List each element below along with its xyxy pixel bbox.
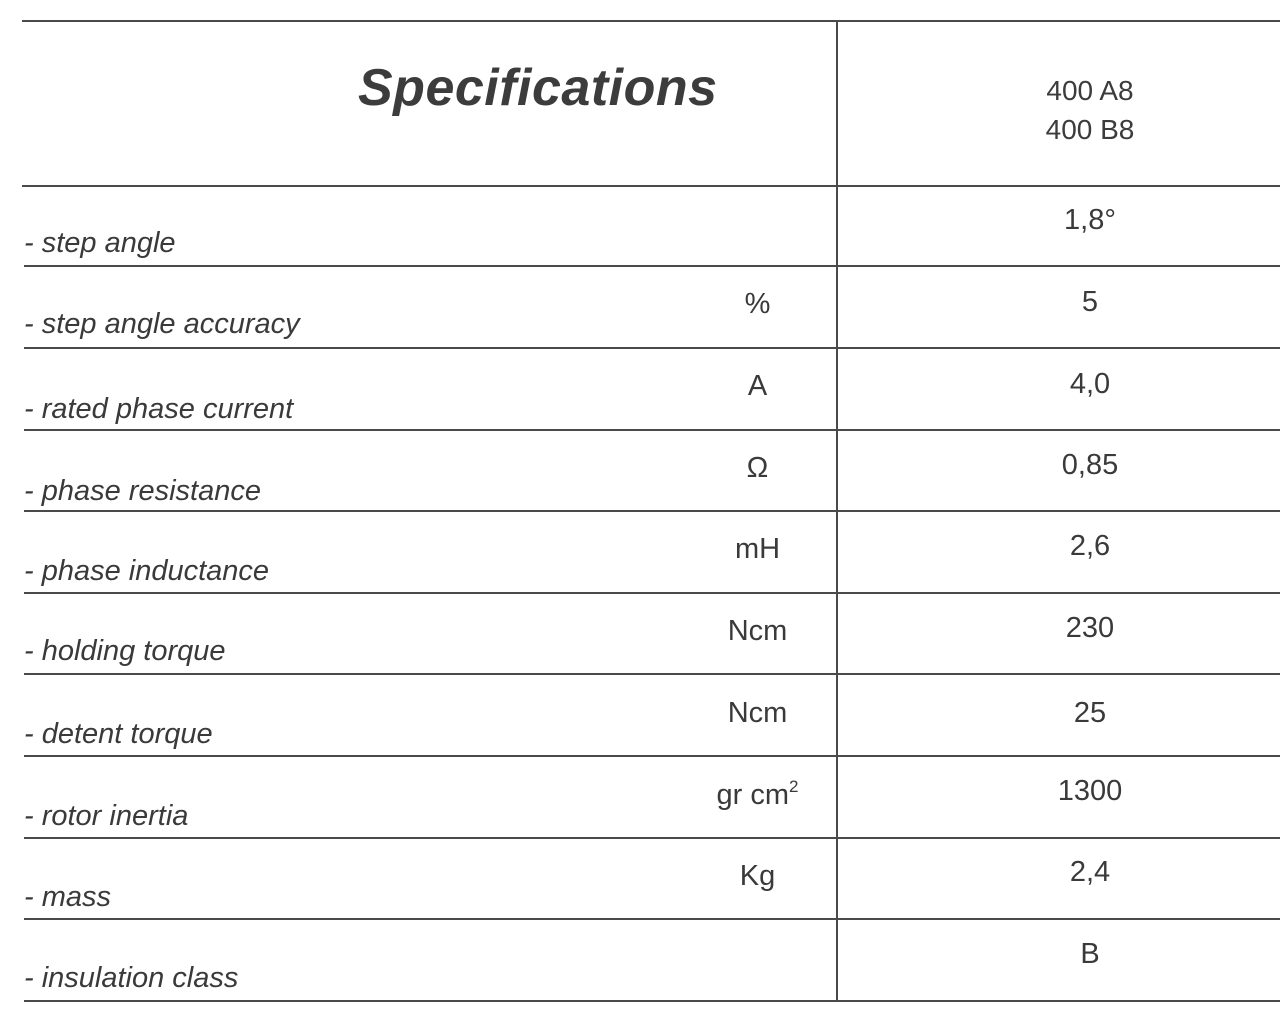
model-name-2: 400 B8 <box>1045 114 1135 145</box>
row-rule <box>24 755 1280 757</box>
spec-value: 25 <box>1073 697 1107 729</box>
spec-unit: % <box>744 288 771 320</box>
page-title: Specifications <box>358 59 718 117</box>
row-rule <box>24 918 1280 920</box>
bottom-rule <box>24 1000 1280 1002</box>
spec-label: - rotor inertia <box>24 800 189 832</box>
spec-label: - phase inductance <box>24 555 270 587</box>
spec-label: - detent torque <box>24 718 213 750</box>
spec-value: 1300 <box>1057 775 1123 807</box>
header-rule <box>22 185 1280 187</box>
spec-unit-exponent: 2 <box>789 777 799 796</box>
spec-value: 1,8° <box>1064 204 1116 236</box>
spec-value: 2,4 <box>1069 856 1111 888</box>
spec-value: B <box>1080 938 1100 970</box>
spec-unit: Ω <box>746 452 769 484</box>
model-name-1: 400 A8 <box>1046 75 1134 106</box>
spec-value: 230 <box>1065 612 1115 644</box>
spec-value: 0,85 <box>1061 449 1119 481</box>
row-rule <box>24 510 1280 512</box>
row-rule <box>24 673 1280 675</box>
spec-unit: Ncm <box>727 615 788 647</box>
spec-label: - insulation class <box>24 962 239 994</box>
spec-label: - phase resistance <box>24 475 261 507</box>
row-rule <box>24 265 1280 267</box>
spec-unit: Kg <box>739 860 776 892</box>
top-rule <box>22 20 1280 22</box>
spec-unit: Ncm <box>727 697 788 729</box>
spec-label: - mass <box>24 881 111 913</box>
spec-value: 5 <box>1081 286 1099 318</box>
row-rule <box>24 429 1280 431</box>
spec-unit <box>690 777 825 812</box>
spec-unit: A <box>747 370 768 402</box>
row-rule <box>24 347 1280 349</box>
spec-value: 2,6 <box>1069 530 1111 562</box>
spec-label: - step angle accuracy <box>24 308 300 340</box>
spec-unit-text: gr cm <box>716 779 790 811</box>
spec-unit: mH <box>734 533 781 565</box>
row-rule <box>24 837 1280 839</box>
row-rule <box>24 592 1280 594</box>
spec-value: 4,0 <box>1069 368 1111 400</box>
spec-label: - rated phase current <box>24 393 294 425</box>
spec-label: - holding torque <box>24 635 226 667</box>
spec-label: - step angle <box>24 227 176 259</box>
